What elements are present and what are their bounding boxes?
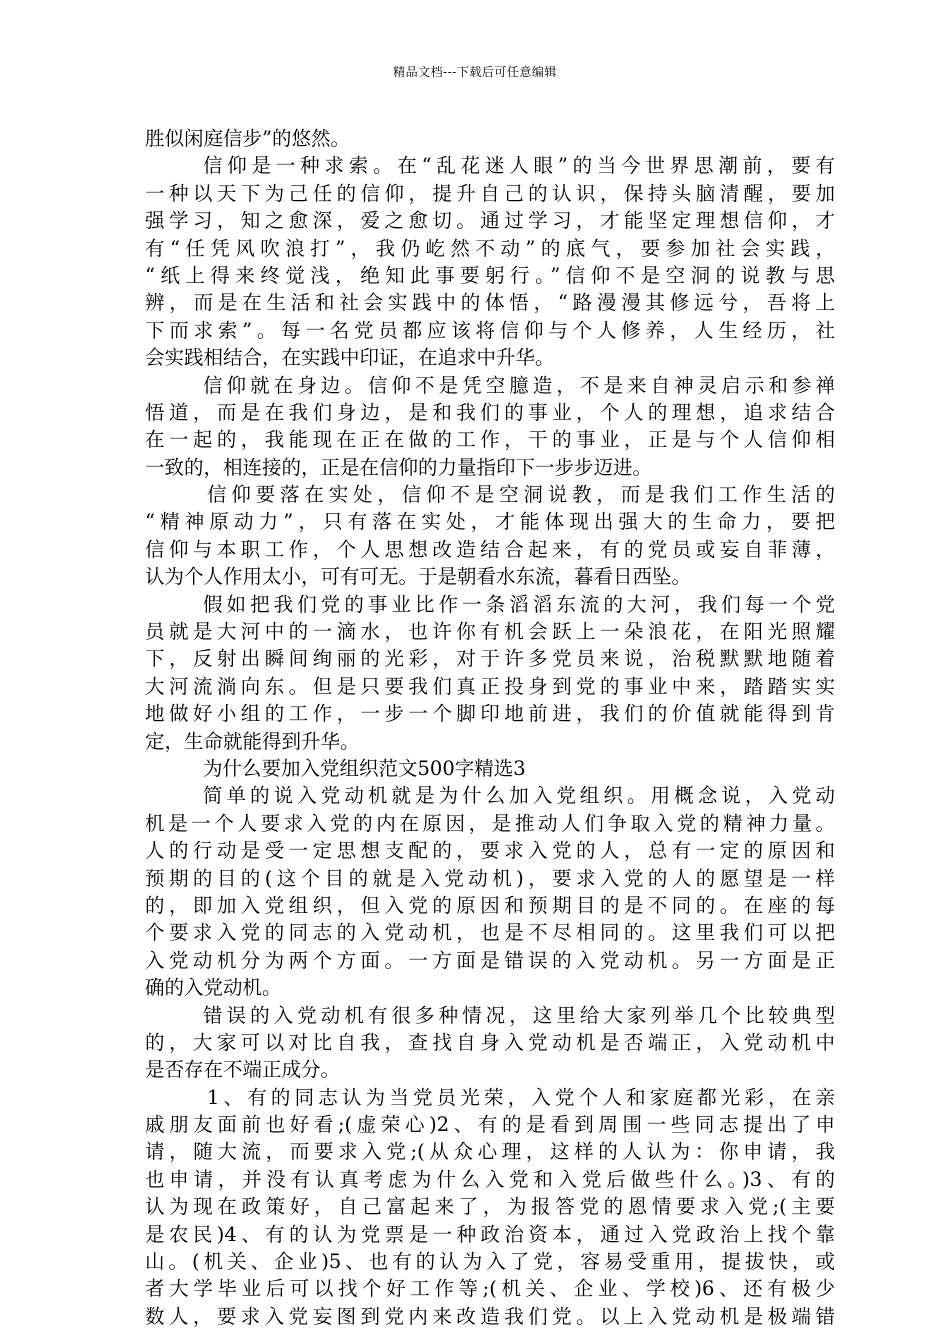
paragraph-start-line: 信仰要落在实处，信仰不是空洞说教，而是我们工作生活的 xyxy=(207,483,835,507)
page-header: 精品文档---下载后可任意编辑 xyxy=(393,65,557,79)
text-line: 数人，要求入党妄图到党内来改造我们党。以上入党动机是极端错 xyxy=(145,1304,835,1328)
text-line: 的，大家可以对比自我，查找自身入党动机是否端正，入党动机中 xyxy=(145,1030,835,1054)
text-line: “精神原动力”，只有落在实处，才能体现出强大的生命力，要把 xyxy=(145,510,835,534)
text-line: 戚朋友面前也好看;(虚荣心)2、有的是看到周围一些同志提出了申 xyxy=(145,1113,835,1137)
paragraph-start-line: 错误的入党动机有很多种情况，这里给大家列举几个比较典型 xyxy=(203,1003,835,1027)
text-line: 也申请，并没有认真考虑为什么入党和入党后做些什么。)3、有的 xyxy=(145,1167,835,1191)
text-line: 是农民)4、有的认为党票是一种政治资本，通过入党政治上找个靠 xyxy=(145,1222,835,1246)
text-line: 机是一个人要求入党的内在原因，是推动人们争取入党的精神力量。 xyxy=(145,811,835,835)
text-line: 一种以天下为己任的信仰，提升自己的认识，保持头脑清醒，要加 xyxy=(145,181,835,205)
document-body xyxy=(145,125,835,1330)
text-line: 地做好小组的工作，一步一个脚印地前进，我们的价值就能得到肯 xyxy=(145,702,835,726)
text-line: 一致的，相连接的，正是在信仰的力量指印下一步步迈进。 xyxy=(145,455,653,479)
paragraph-start-line: 假如把我们党的事业比作一条滔滔东流的大河，我们每一个党 xyxy=(203,592,835,616)
text-line: 有“任凭风吹浪打”，我仍屹然不动”的底气，要参加社会实践， xyxy=(145,236,835,260)
text-line: 员就是大河中的一滴水，也许你有机会跃上一朵浪花，在阳光照耀 xyxy=(145,620,835,644)
text-line: 的，即加入党组织，但入党的原因和预期目的是不同的。在座的每 xyxy=(145,893,835,917)
text-line: 人的行动是受一定思想支配的，要求入党的人，总有一定的原因和 xyxy=(145,839,835,863)
text-line: 辨，而是在生活和社会实践中的体悟，“路漫漫其修远兮，吾将上 xyxy=(145,291,835,315)
text-line: 认为现在政策好，自己富起来了，为报答党的恩情要求入党;(主要 xyxy=(145,1195,835,1219)
text-line: “纸上得来终觉浅，绝知此事要躬行。”信仰不是空洞的说教与思 xyxy=(145,263,835,287)
text-line: 确的入党动机。 xyxy=(145,976,282,1000)
paragraph-start-line: 1、有的同志认为当党员光荣，入党个人和家庭都光彩，在亲 xyxy=(207,1085,835,1109)
text-line: 下而求索”。每一名党员都应该将信仰与个人修养，人生经历，社 xyxy=(145,318,835,342)
text-line: 认为个人作用太小，可有可无。于是朝看水东流，暮看日西坠。 xyxy=(145,565,692,589)
text-line: 悟道，而是在我们身边，是和我们的事业，个人的理想，追求结合 xyxy=(145,400,835,424)
text-line: 预期的目的(这个目的就是入党动机)，要求入党的人的愿望是一样 xyxy=(145,866,835,890)
paragraph-start-line: 信仰是一种求索。在“乱花迷人眼”的当今世界思潮前，要有 xyxy=(203,154,835,178)
text-line: 下，反射出瞬间绚丽的光彩，对于许多党员来说，治税默默地随着 xyxy=(145,647,835,671)
section-title: 为什么要加入党组织范文500字精选3 xyxy=(203,756,526,780)
text-line: 会实践相结合，在实践中印证，在追求中升华。 xyxy=(145,346,555,370)
text-line: 大河流淌向东。但是只要我们真正投身到党的事业中来，踏踏实实 xyxy=(145,674,835,698)
text-line: 信仰与本职工作，个人思想改造结合起来，有的党员或妄自菲薄， xyxy=(145,537,835,561)
text-line: 胜似闲庭信步”的悠然。 xyxy=(145,127,350,150)
text-line: 请，随大流，而要求入党;(从众心理，这样的人认为：你申请，我 xyxy=(145,1140,835,1164)
text-line: 入党动机分为两个方面。一方面是错误的入党动机。另一方面是正 xyxy=(145,948,835,972)
text-line: 强学习，知之愈深，爱之愈切。通过学习，才能坚定理想信仰，才 xyxy=(145,209,835,233)
text-line: 定，生命就能得到升华。 xyxy=(145,729,360,753)
text-line: 个要求入党的同志的入党动机，也是不尽相同的。这里我们可以把 xyxy=(145,921,835,945)
paragraph-start-line: 信仰就在身边。信仰不是凭空臆造，不是来自神灵启示和参禅 xyxy=(203,373,835,397)
paragraph-start-line: 简单的说入党动机就是为什么加入党组织。用概念说，入党动 xyxy=(203,784,835,808)
text-line: 在一起的，我能现在正在做的工作，干的事业，正是与个人信仰相 xyxy=(145,428,835,452)
text-line: 山。(机关、企业)5、也有的认为入了党，容易受重用，提拔快，或 xyxy=(145,1250,835,1274)
text-line: 者大学毕业后可以找个好工作等;(机关、企业、学校)6、还有极少 xyxy=(145,1277,835,1301)
text-line: 是否存在不端正成分。 xyxy=(145,1058,341,1082)
